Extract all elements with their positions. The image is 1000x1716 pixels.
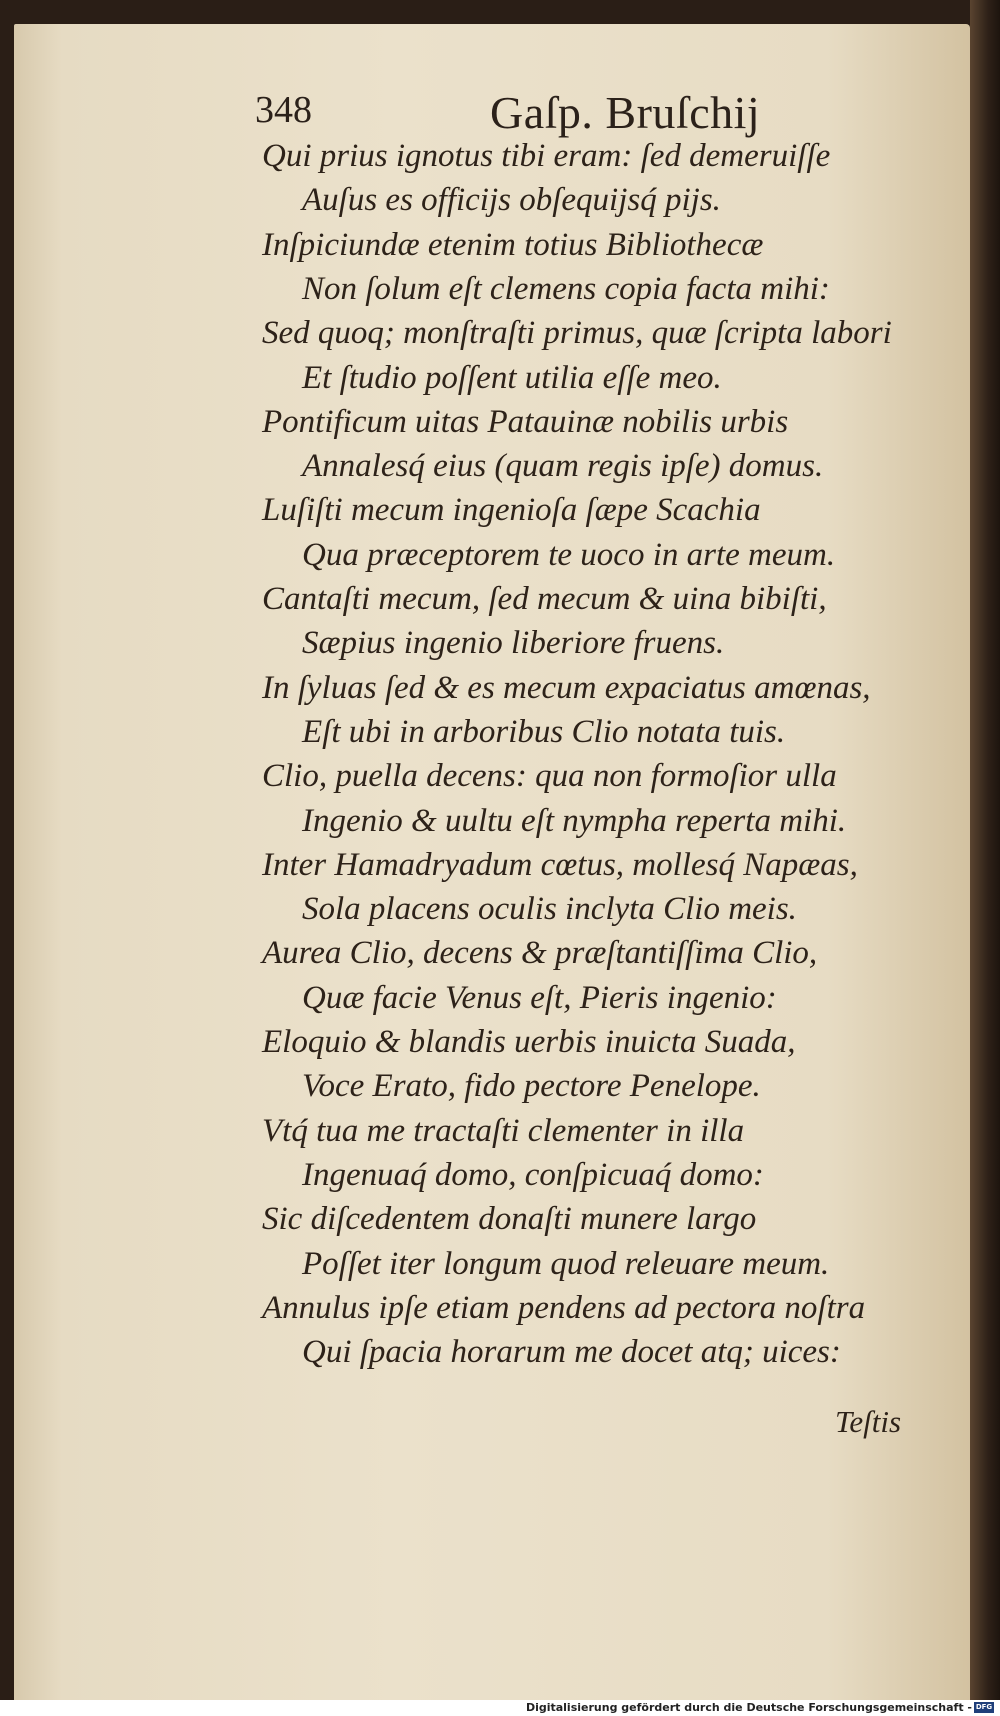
verse-line: Eſt ubi in arboribus Clio notata tuis.: [302, 713, 786, 750]
verse-line: Clio, puella decens: qua non formoſior ulla: [262, 758, 837, 795]
verse-line: Et ſtudio poſſent utilia eſſe meo.: [302, 359, 722, 396]
verse-line: Annulus ipſe etiam pendens ad pectora noſtra: [262, 1289, 866, 1326]
verse-line: Poſſet iter longum quod releuare meum.: [302, 1245, 830, 1282]
verse-line: Auſus es officijs obſequijsq́ pijs.: [302, 182, 721, 219]
page-number: 348: [255, 89, 312, 131]
verse-line: Sæpius ingenio liberiore fruens.: [302, 625, 725, 662]
verse-line: Vtq́ tua me tractaſti clementer in illa: [262, 1112, 745, 1149]
dfg-logo-icon: DFG: [975, 1703, 993, 1711]
catchword: Teſtis: [835, 1404, 902, 1439]
book-binding-edge: [970, 0, 1000, 1700]
footer-credit-text: Digitalisierung gefördert durch die Deutsche Forschungsgemeinschaft -: [525, 1701, 972, 1714]
verse-line: Voce Erato, fido pectore Penelope.: [302, 1068, 761, 1105]
verse-line: Sic diſcedentem donaſti munere largo: [262, 1201, 757, 1238]
verse-line: Sed quoq; monſtraſti primus, quæ ſcripta labori: [262, 315, 892, 352]
verse-line: Luſiſti mecum ingenioſa ſæpe Scachia: [262, 492, 761, 529]
verse-line: Quæ facie Venus eſt, Pieris ingenio:: [302, 979, 777, 1016]
verse-line: Aurea Clio, decens & præſtantiſſima Clio,: [262, 935, 818, 972]
verse-line: Non ſolum eſt clemens copia facta mihi:: [302, 270, 830, 307]
running-head: Gaſp. Bruſchij: [490, 87, 761, 138]
verse-line: In ſyluas ſed & es mecum expaciatus amœnas,: [262, 669, 871, 706]
verse-line: Qui prius ignotus tibi eram: ſed demeruiſſe: [262, 138, 831, 174]
digitization-footer: [0, 1700, 1000, 1716]
verse-line: Ingenio & uultu eſt nympha reperta mihi.: [302, 802, 847, 839]
verse-line: Cantaſti mecum, ſed mecum & uina bibiſti,: [262, 581, 827, 617]
verse-line: Sola placens oculis inclyta Clio meis.: [302, 891, 797, 928]
verse-line: Pontificum uitas Patauinæ nobilis urbis: [262, 403, 789, 440]
verse-line: Inter Hamadryadum cœtus, mollesq́ Napæas,: [262, 846, 858, 883]
verse-line: Inſpiciundæ etenim totius Bibliothecæ: [262, 226, 764, 263]
verse-line: Eloquio & blandis uerbis inuicta Suada,: [262, 1024, 796, 1060]
verse-line: Ingenuaq́ domo, conſpicuaq́ domo:: [302, 1156, 764, 1193]
verse-line: Qua præceptorem te uoco in arte meum.: [302, 536, 836, 573]
verse-line: Qui ſpacia horarum me docet atq; uices:: [302, 1334, 841, 1371]
verse-line: Annalesq́ eius (quam regis ipſe) domus.: [302, 448, 824, 485]
